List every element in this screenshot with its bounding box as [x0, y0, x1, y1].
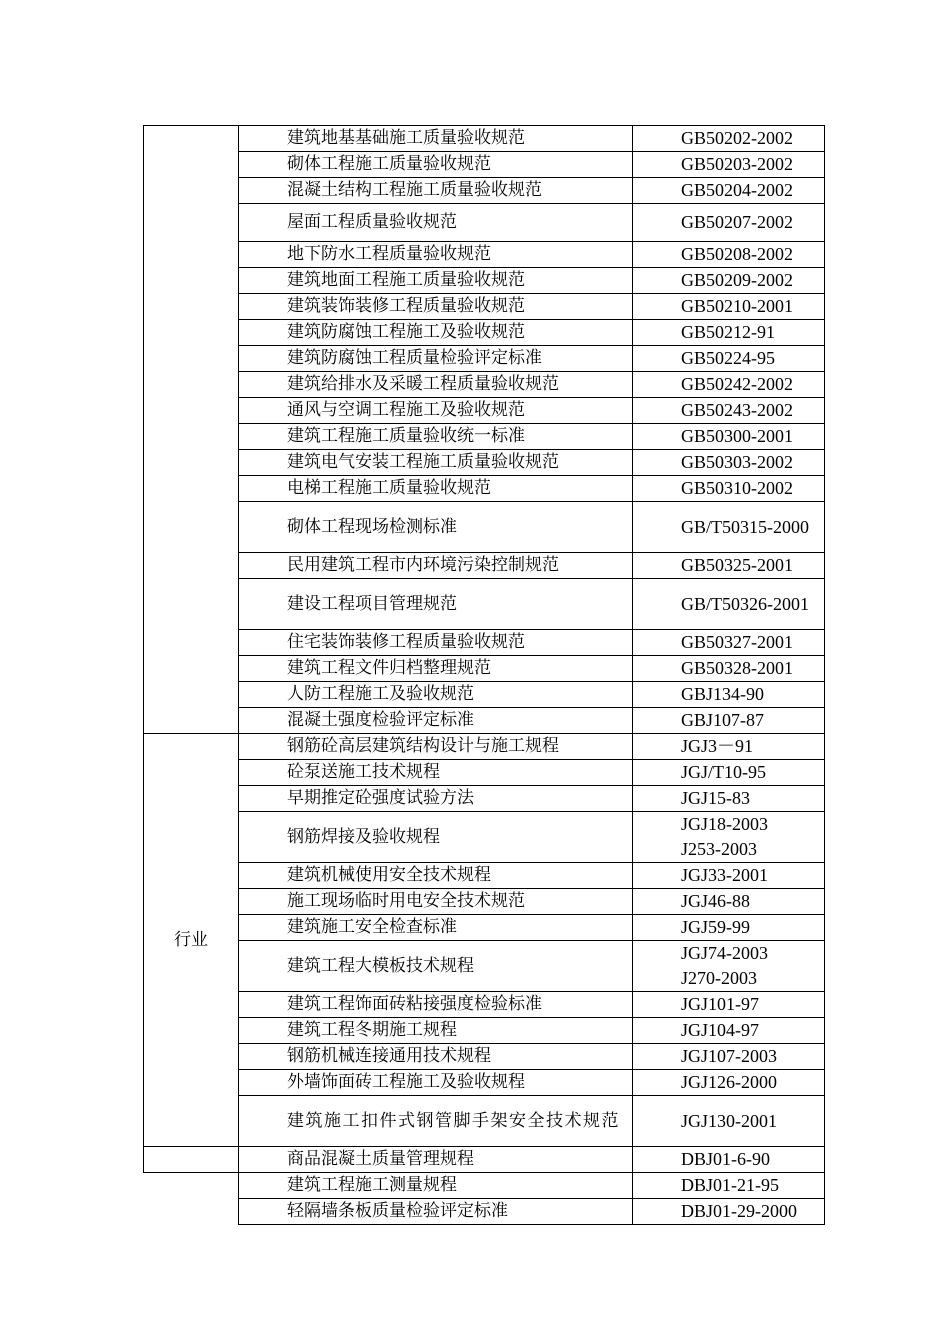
table-row	[144, 708, 825, 734]
table-row	[144, 1070, 825, 1096]
table-row	[144, 178, 825, 204]
standard-name: 地下防水工程质量验收规范	[239, 242, 633, 268]
standard-code-line: J253-2003	[681, 839, 757, 859]
table-row	[144, 992, 825, 1018]
standard-code: GBJ134-90	[633, 682, 825, 708]
standard-code: JGJ46-88	[633, 889, 825, 915]
standard-name: 外墙饰面砖工程施工及验收规程	[239, 1070, 633, 1096]
standard-code: JGJ101-97	[633, 992, 825, 1018]
table-row	[144, 786, 825, 812]
standard-code: GB50242-2002	[633, 372, 825, 398]
standard-code: GB50328-2001	[633, 656, 825, 682]
table-row	[144, 152, 825, 178]
standard-code: GB/T50326-2001	[633, 579, 825, 630]
standard-name: 钢筋焊接及验收规程	[239, 812, 633, 863]
table-row	[144, 1173, 825, 1199]
standard-name: 建筑工程施工质量验收统一标准	[239, 424, 633, 450]
standard-code: JGJ15-83	[633, 786, 825, 812]
standard-name: 建筑电气安装工程施工质量验收规范	[239, 450, 633, 476]
standard-code: GB50208-2002	[633, 242, 825, 268]
standard-name: 建筑地面工程施工质量验收规范	[239, 268, 633, 294]
table-row	[144, 1096, 825, 1147]
table-row	[144, 1199, 825, 1225]
table-row	[144, 863, 825, 889]
table-row	[144, 630, 825, 656]
standard-name: 早期推定砼强度试验方法	[239, 786, 633, 812]
standard-name: 轻隔墙条板质量检验评定标准	[239, 1199, 633, 1225]
standard-name: 混凝土强度检验评定标准	[239, 708, 633, 734]
standard-name: 商品混凝土质量管理规程	[239, 1147, 633, 1173]
standard-code: GB50202-2002	[633, 126, 825, 152]
table-row	[144, 476, 825, 502]
table-row	[144, 1044, 825, 1070]
standard-name: 电梯工程施工质量验收规范	[239, 476, 633, 502]
standard-name: 建筑防腐蚀工程质量检验评定标准	[239, 346, 633, 372]
standard-name: 建筑工程施工测量规程	[239, 1173, 633, 1199]
standard-name: 通风与空调工程施工及验收规范	[239, 398, 633, 424]
standard-name: 建筑装饰装修工程质量验收规范	[239, 294, 633, 320]
table-row	[144, 656, 825, 682]
table-row	[144, 424, 825, 450]
table-row	[144, 1147, 825, 1173]
standard-name: 民用建筑工程市内环境污染控制规范	[239, 553, 633, 579]
category-cell	[144, 1147, 239, 1173]
standard-name: 建筑工程饰面砖粘接强度检验标准	[239, 992, 633, 1018]
table-row	[144, 760, 825, 786]
standard-name: 住宅装饰装修工程质量验收规范	[239, 630, 633, 656]
standard-code: JGJ/T10-95	[633, 760, 825, 786]
standard-code: GB50204-2002	[633, 178, 825, 204]
standard-name: 建设工程项目管理规范	[239, 579, 633, 630]
standard-name: 建筑工程文件归档整理规范	[239, 656, 633, 682]
standard-name: 建筑地基基础施工质量验收规范	[239, 126, 633, 152]
standard-name: 屋面工程质量验收规范	[239, 204, 633, 242]
standard-code: GB50224-95	[633, 346, 825, 372]
table-row	[144, 242, 825, 268]
table-row	[144, 294, 825, 320]
standard-code: JGJ126-2000	[633, 1070, 825, 1096]
empty-cell	[144, 1199, 239, 1225]
standard-code	[633, 812, 825, 863]
standard-name: 建筑防腐蚀工程施工及验收规范	[239, 320, 633, 346]
standard-code: DBJ01-6-90	[633, 1147, 825, 1173]
standard-code: JGJ33-2001	[633, 863, 825, 889]
standard-code: GB50243-2002	[633, 398, 825, 424]
standard-code: GB50327-2001	[633, 630, 825, 656]
standard-name: 钢筋机械连接通用技术规程	[239, 1044, 633, 1070]
standard-name: 建筑施工安全检查标准	[239, 915, 633, 941]
table-row	[144, 268, 825, 294]
standard-code: GB50203-2002	[633, 152, 825, 178]
standard-code: GB50209-2002	[633, 268, 825, 294]
standard-code-line: JGJ18-2003	[681, 814, 769, 834]
table-row	[144, 126, 825, 152]
category-cell: 行业	[144, 734, 239, 1147]
standard-code: GB50325-2001	[633, 553, 825, 579]
standard-name: 砌体工程现场检测标准	[239, 502, 633, 553]
standard-name: 混凝土结构工程施工质量验收规范	[239, 178, 633, 204]
standard-code: GBJ107-87	[633, 708, 825, 734]
table-row	[144, 320, 825, 346]
standard-code: GB50300-2001	[633, 424, 825, 450]
standard-name: 建筑机械使用安全技术规程	[239, 863, 633, 889]
standard-code: GB50310-2002	[633, 476, 825, 502]
standard-code	[633, 941, 825, 992]
standard-code: GB50207-2002	[633, 204, 825, 242]
table-row	[144, 734, 825, 760]
standard-code: JGJ130-2001	[633, 1096, 825, 1147]
standard-code: JGJ59-99	[633, 915, 825, 941]
table-row	[144, 346, 825, 372]
standards-table	[143, 125, 825, 1225]
standard-code-line: JGJ74-2003	[681, 943, 769, 963]
standard-code: GB50303-2002	[633, 450, 825, 476]
standard-name: 建筑工程大模板技术规程	[239, 941, 633, 992]
standard-code-line: J270-2003	[681, 968, 757, 988]
empty-cell	[144, 1173, 239, 1199]
table-row	[144, 889, 825, 915]
table-row	[144, 682, 825, 708]
standard-code: JGJ104-97	[633, 1018, 825, 1044]
table-row	[144, 372, 825, 398]
table-row	[144, 204, 825, 242]
table-row	[144, 915, 825, 941]
standard-name: 施工现场临时用电安全技术规范	[239, 889, 633, 915]
standard-name: 钢筋砼高层建筑结构设计与施工规程	[239, 734, 633, 760]
standard-name: 砼泵送施工技术规程	[239, 760, 633, 786]
standard-name: 建筑施工扣件式钢管脚手架安全技术规范	[239, 1096, 633, 1147]
standard-code: GB/T50315-2000	[633, 502, 825, 553]
table-row	[144, 398, 825, 424]
table-row	[144, 1018, 825, 1044]
standard-code: DBJ01-29-2000	[633, 1199, 825, 1225]
standard-code: GB50212-91	[633, 320, 825, 346]
standard-name: 人防工程施工及验收规范	[239, 682, 633, 708]
standard-code: JGJ107-2003	[633, 1044, 825, 1070]
standard-name: 建筑工程冬期施工规程	[239, 1018, 633, 1044]
category-cell	[144, 126, 239, 734]
table-row	[144, 941, 825, 992]
table-row	[144, 812, 825, 863]
standard-code: DBJ01-21-95	[633, 1173, 825, 1199]
standard-name: 建筑给排水及采暖工程质量验收规范	[239, 372, 633, 398]
standard-name: 砌体工程施工质量验收规范	[239, 152, 633, 178]
table-row	[144, 450, 825, 476]
standard-code: GB50210-2001	[633, 294, 825, 320]
standard-code: JGJ3－91	[633, 734, 825, 760]
table-row	[144, 579, 825, 630]
table-row	[144, 553, 825, 579]
table-row	[144, 502, 825, 553]
